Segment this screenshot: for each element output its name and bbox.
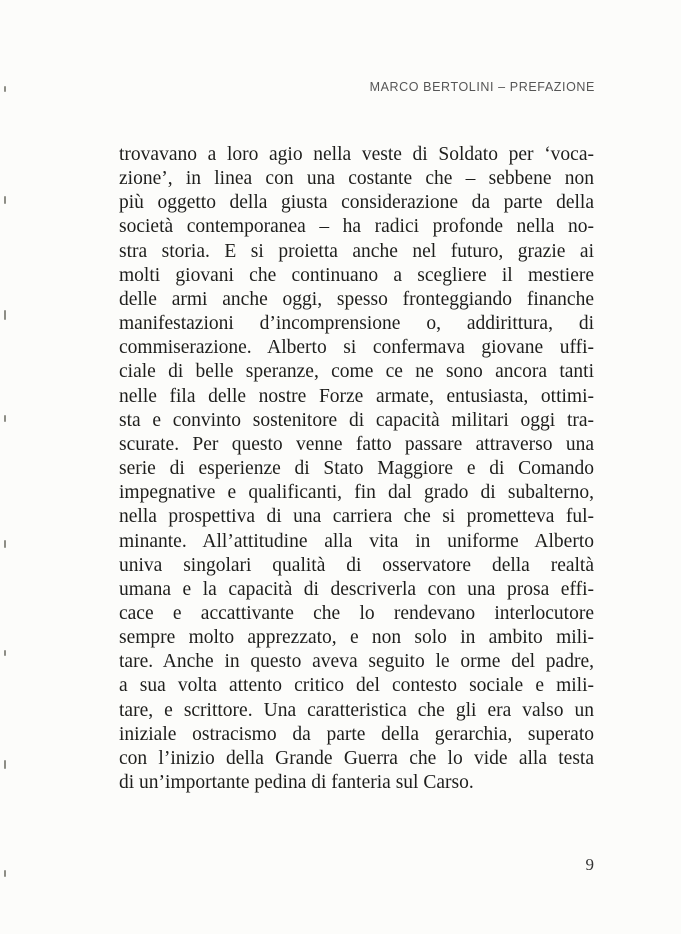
binding-mark [4, 196, 6, 204]
text-line: società contemporanea – ha radici profonde nella no- [119, 216, 594, 238]
binding-mark [4, 415, 6, 422]
text-line: nelle fila delle nostre Forze armate, entusiasta, ottimi- [119, 385, 594, 407]
binding-mark [4, 760, 6, 769]
text-line: scurate. Per questo venne fatto passare attraverso una [119, 433, 594, 455]
binding-mark [4, 540, 6, 548]
text-line: tare, e scrittore. Una caratteristica che gli era valso un [119, 699, 594, 721]
running-head: MARCO BERTOLINI – PREFAZIONE [369, 80, 595, 94]
text-line: impegnative e qualificanti, fin dal grado di subalterno, [119, 482, 594, 504]
text-line: cace e accattivante che lo rendevano interlocutore [119, 602, 594, 624]
binding-mark [4, 310, 6, 320]
binding-mark [4, 86, 6, 92]
text-line: iniziale ostracismo da parte della gerarchia, superato [119, 723, 594, 745]
text-line: di un’importante pedina di fanteria sul Carso. [119, 772, 474, 794]
text-line: manifestazioni d’incomprensione o, addirittura, di [119, 313, 594, 335]
text-line: ciale di belle speranze, come ce ne sono ancora tanti [119, 361, 594, 383]
text-line: molti giovani che continuano a scegliere il mestiere [119, 264, 594, 286]
text-line: stra storia. E si proietta anche nel futuro, grazie ai [119, 240, 594, 262]
text-line: commiserazione. Alberto si confermava giovane uffi- [119, 337, 594, 359]
text-line: a sua volta attento critico del contesto sociale e mili- [119, 675, 594, 697]
text-line: sempre molto apprezzato, e non solo in ambito mili- [119, 627, 594, 649]
text-line: tare. Anche in questo aveva seguito le orme del padre, [119, 651, 594, 673]
text-line: trovavano a loro agio nella veste di Soldato per ‘voca- [119, 144, 594, 165]
text-line: più oggetto della giusta considerazione da parte della [119, 192, 594, 214]
binding-mark [4, 650, 6, 656]
binding-mark [4, 870, 6, 877]
text-line: nella prospettiva di una carriera che si prometteva ful- [119, 506, 594, 528]
body-paragraph [119, 143, 594, 795]
text-line: zione’, in linea con una costante che – sebbene non [119, 168, 594, 190]
text-line: minante. All’attitudine alla vita in uniforme Alberto [119, 530, 594, 552]
text-line: delle armi anche oggi, spesso fronteggiando finanche [119, 288, 594, 310]
text-line: sta e convinto sostenitore di capacità militari oggi tra- [119, 409, 594, 431]
text-line: umana e la capacità di descriverla con una prosa effi- [119, 578, 594, 600]
text-line: univa singolari qualità di osservatore della realtà [119, 554, 594, 576]
text-line: serie di esperienze di Stato Maggiore e di Comando [119, 458, 594, 480]
text-line: con l’inizio della Grande Guerra che lo vide alla testa [119, 747, 594, 769]
page-number: 9 [585, 855, 594, 874]
